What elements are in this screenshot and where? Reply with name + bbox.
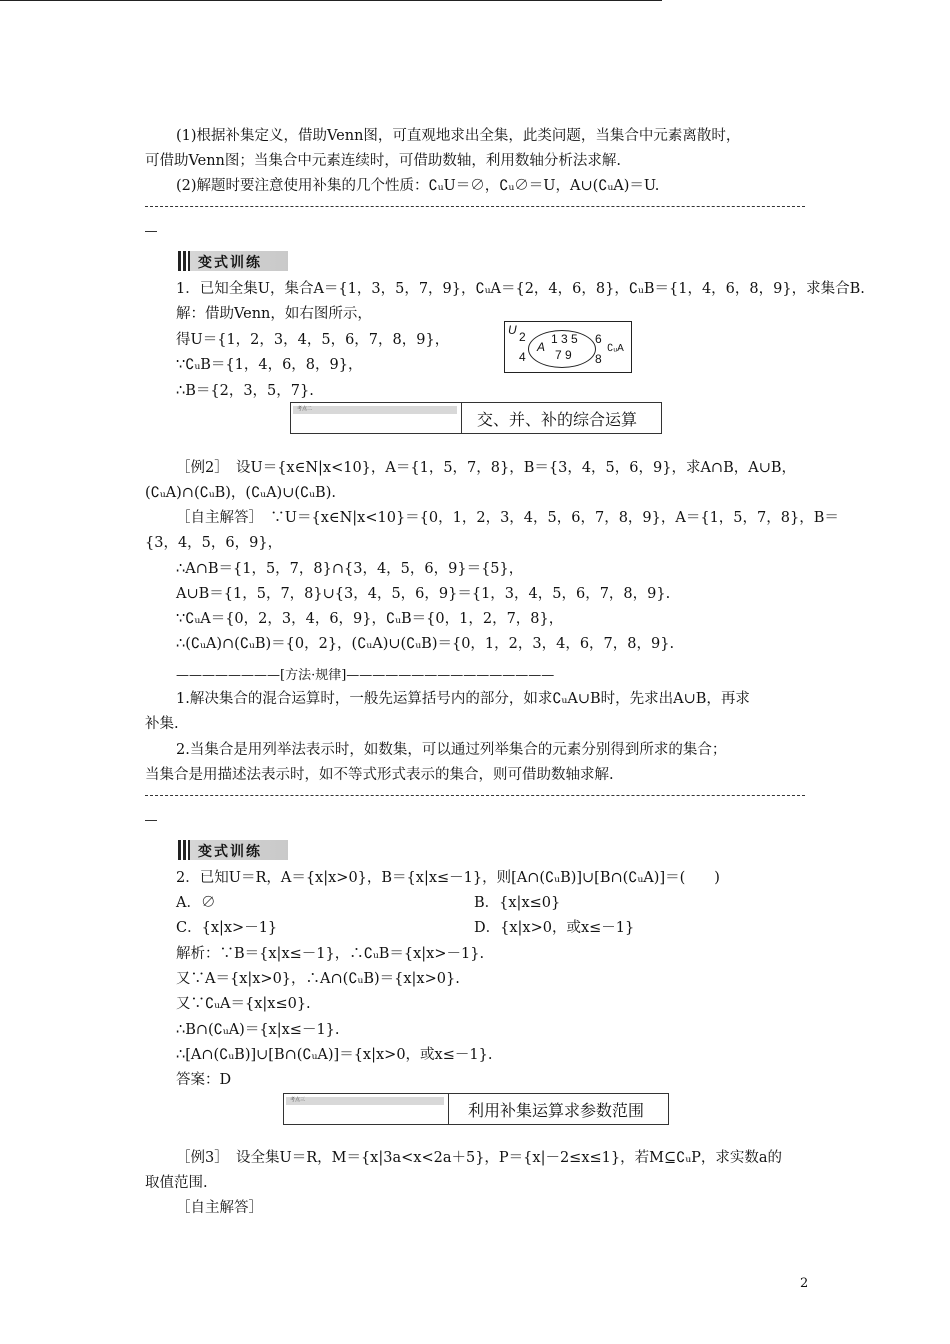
kaodian-3-title: 利用补集运算求参数范围 [468, 1101, 645, 1120]
ex3-line-1: A．∅ [176, 895, 216, 911]
banner-bars-icon [176, 251, 190, 271]
divider-dashed-2 [145, 795, 805, 796]
lines_top-line-2: (2)解题时要注意使用补集的几个性质：∁ᵤU＝∅，∁ᵤ∅＝U，A∪(∁ᵤA)＝U. [176, 178, 660, 194]
ex3-line-7: 又∵∁ᵤA＝{x|x≤0}. [176, 996, 311, 1012]
ex1-line-2: 得U＝{1，2，3，4，5，6，7，8，9}， [176, 332, 450, 348]
ex3-line-4: D．{x|x>0，或x≤－1} [474, 920, 635, 936]
venn-6: 6 [595, 332, 602, 346]
ex3-line-2: B．{x|x≤0} [474, 895, 561, 911]
divider-dashed [145, 206, 805, 207]
ex3-line-5: 解析：∵B＝{x|x≤－1}，∴∁ᵤB＝{x|x>－1}. [176, 946, 485, 962]
ex2-line-3: {3，4，5，6，9}， [145, 535, 283, 551]
method-line-3: 当集合是用描述法表示时，如不等式形式表示的集合，则可借助数轴求解. [145, 767, 614, 783]
kaodian-3-sep [448, 1094, 449, 1124]
venn-cu-label: ∁ᵤA [607, 343, 624, 354]
ex2-line-5: A∪B＝{1，5，7，8}∪{3，4，5，6，9}＝{1，3，4，5，6，7，8，9}. [176, 586, 671, 602]
ex1-line-4: ∴B＝{2，3，5，7}. [176, 383, 314, 399]
ex1-line-3: ∵∁ᵤB＝{1，4，6，8，9}， [176, 357, 363, 373]
method-line-1: 补集. [145, 716, 179, 732]
kaodian-2-label: 考点二 [297, 406, 313, 412]
ex3-line-6: 又∵A＝{x|x>0}，∴A∩(∁ᵤB)＝{x|x>0}. [176, 971, 460, 987]
kaodian-2-sep [461, 403, 462, 433]
ex2-line-4: ∴A∩B＝{1，5，7，8}∩{3，4，5，6，9}＝{5}， [176, 561, 524, 577]
banner-bars-icon-2 [176, 840, 190, 860]
venn-a-label: A [537, 340, 546, 354]
ex2-line-7: ∴(∁ᵤA)∩(∁ᵤB)＝{0，2}，(∁ᵤA)∪(∁ᵤB)＝{0，1，2，3，4，6，7，8，9}. [176, 636, 675, 652]
venn-2: 2 [519, 330, 526, 344]
venn-u-label: U [508, 323, 517, 337]
ex3-line-9: ∴[A∩(∁ᵤB)]∪[B∩(∁ᵤA)]＝{x|x>0，或x≤－1}. [176, 1047, 493, 1063]
kaodian-3-label: 考点三 [290, 1097, 306, 1103]
ex3-line-3: C．{x|x>－1} [176, 920, 278, 936]
lines_top-line-0: (1)根据补集定义，借助Venn图，可直观地求出全集，此类问题，当集合中元素离散时， [176, 128, 741, 144]
ex2-line-2: ［自主解答］ ∵U＝{x∈N|x<10}＝{0，1，2，3，4，5，6，7，8，9}，A＝{1，5，7，8}，B＝ [176, 510, 839, 526]
ex3-line-8: ∴B∩(∁ᵤA)＝{x|x≤－1}. [176, 1022, 340, 1038]
divider-tail-2 [145, 820, 157, 821]
method-heading: ————————[方法·规律]———————————————— [176, 668, 555, 683]
ex2-line-1: (∁ᵤA)∩(∁ᵤB)，(∁ᵤA)∪(∁ᵤB). [145, 485, 336, 501]
banner-label: 变式训练 [198, 255, 262, 271]
venn-4: 4 [519, 350, 526, 364]
ex4-line-1: 取值范围. [145, 1175, 208, 1191]
ex4-line-0: ［例3］ 设全集U＝R，M＝{x|3a<x<2a＋5}，P＝{x|－2≤x≤1}，若M⊆∁ᵤP，求实数a的 [176, 1150, 783, 1166]
ex1-line-1: 解：借助Venn，如右图所示， [176, 306, 372, 322]
venn-inner-top: 1 3 5 [551, 332, 578, 346]
kaodian-2-label-bar [293, 406, 457, 414]
method-line-0: 1.解决集合的混合运算时，一般先运算括号内的部分，如求∁ᵤA∪B时，先求出A∪B，再求 [176, 691, 750, 707]
header-rule [0, 0, 662, 1]
venn-inner-bot: 7 9 [555, 348, 572, 362]
venn-8: 8 [595, 352, 602, 366]
divider-tail [145, 231, 157, 232]
practice-banner [176, 251, 288, 271]
ex1-line-0: 1．已知全集U，集合A＝{1，3，5，7，9}，∁ᵤA＝{2，4，6，8}，∁ᵤB＝{1，4，6，8，9}，求集合B. [176, 281, 865, 297]
kaodian-2-title: 交、并、补的综合运算 [477, 410, 638, 429]
method-line-2: 2.当集合是用列举法表示时，如数集，可以通过列举集合的元素分别得到所求的集合； [176, 742, 727, 758]
ex2-line-6: ∵∁ᵤA＝{0，2，3，4，6，9}，∁ᵤB＝{0，1，2，7，8}， [176, 611, 564, 627]
kaodian-2-box [290, 402, 662, 434]
venn-diagram [504, 321, 632, 373]
banner-label-2: 变式训练 [198, 844, 262, 860]
ex4-line-2: ［自主解答］ [176, 1200, 263, 1216]
ex2-line-0: ［例2］ 设U＝{x∈N|x<10}，A＝{1，5，7，8}，B＝{3，4，5，6，9}，求A∩B，A∪B， [176, 460, 797, 476]
ex3-line-0: 2．已知U＝R，A＝{x|x>0}，B＝{x|x≤－1}，则[A∩(∁ᵤB)]∪[B∩(∁ᵤA)]＝( ) [176, 870, 720, 886]
practice-banner-2 [176, 840, 288, 860]
kaodian-3-label-bar [286, 1097, 444, 1105]
page-number: 2 [800, 1276, 809, 1291]
lines_top-line-1: 可借助Venn图；当集合中元素连续时，可借助数轴，利用数轴分析法求解. [145, 153, 622, 169]
kaodian-3-box [283, 1093, 669, 1125]
ex3-line-10: 答案：D [176, 1072, 232, 1088]
